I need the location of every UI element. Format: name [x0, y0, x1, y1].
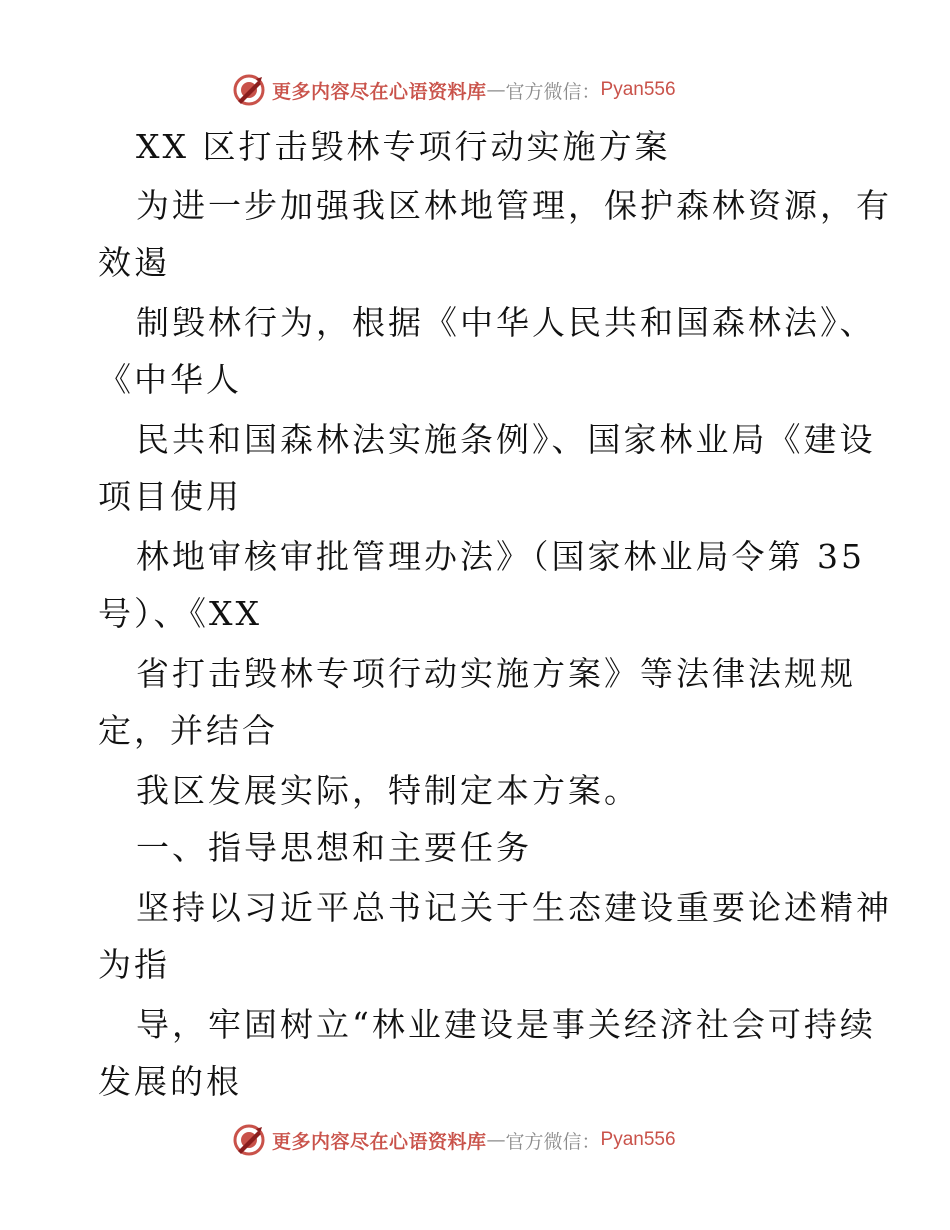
banner-dash: —	[486, 79, 506, 101]
paragraph-line: 坚持以习近平总书记关于生态建设重要论述精神	[136, 888, 892, 927]
paragraph-line: 《中华人	[98, 360, 242, 399]
banner-main-text: 更多内容尽在心语资料库	[272, 1130, 487, 1153]
paragraph-line: 民共和国森林法实施条例》、国家林业局《建设	[136, 420, 876, 459]
footer-watermark-banner	[232, 1120, 712, 1160]
banner-main-text: 更多内容尽在心语资料库	[272, 80, 487, 103]
paragraph-line: 为指	[98, 945, 170, 984]
paragraph-line: 导，牢固树立“林业建设是事关经济社会可持续	[136, 1005, 876, 1044]
section-heading: 一、指导思想和主要任务	[136, 828, 532, 867]
banner-sub-text: 官方微信：	[505, 1130, 601, 1153]
paragraph-line: 省打击毁林专项行动实施方案》等法律法规规	[136, 654, 856, 693]
paragraph-line: 项目使用	[98, 477, 242, 516]
paragraph-line: 制毁林行为，根据《中华人民共和国森林法》、	[136, 303, 876, 342]
paragraph-line: 定，并结合	[98, 711, 278, 750]
paragraph-line: 效遏	[98, 243, 170, 282]
paragraph-line: 我区发展实际，特制定本方案。	[136, 771, 640, 810]
quill-logo-icon	[232, 73, 266, 107]
banner-wechat-id: Pyan556	[600, 1129, 676, 1150]
banner-dash: —	[486, 1129, 506, 1151]
paragraph-line: 为进一步加强我区林地管理，保护森林资源，有	[136, 186, 892, 225]
quill-logo-icon	[232, 1123, 266, 1157]
document-title: XX 区打击毁林专项行动实施方案	[136, 127, 671, 166]
banner-sub-text: 官方微信：	[505, 80, 601, 103]
header-watermark-banner	[232, 70, 712, 110]
banner-wechat-id: Pyan556	[600, 79, 676, 100]
paragraph-line: 林地审核审批管理办法》（国家林业局令第 35	[136, 537, 865, 576]
paragraph-line: 发展的根	[98, 1062, 242, 1101]
paragraph-line: 号）、《XX	[98, 594, 262, 633]
